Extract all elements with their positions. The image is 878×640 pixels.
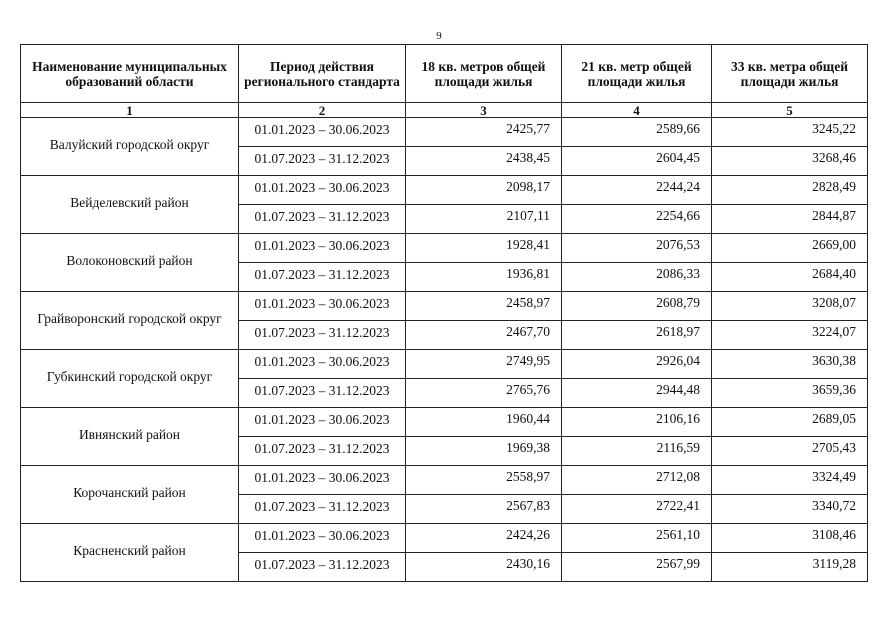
- period-cell: 01.07.2023 – 31.12.2023: [239, 495, 406, 524]
- value-18-sqm: 2558,97: [406, 466, 562, 495]
- period-cell: 01.01.2023 – 30.06.2023: [239, 524, 406, 553]
- value-18-sqm: 2567,83: [406, 495, 562, 524]
- value-21-sqm: 2244,24: [562, 176, 712, 205]
- value-21-sqm: 2561,10: [562, 524, 712, 553]
- period-cell: 01.07.2023 – 31.12.2023: [239, 437, 406, 466]
- value-18-sqm: 1936,81: [406, 263, 562, 292]
- page-number: 9: [436, 30, 442, 42]
- header-row: [21, 45, 868, 103]
- municipality-name: Ивнянский район: [21, 408, 239, 466]
- value-21-sqm: 2254,66: [562, 205, 712, 234]
- column-number: 1: [21, 103, 239, 118]
- value-18-sqm: 2430,16: [406, 553, 562, 582]
- period-cell: 01.07.2023 – 31.12.2023: [239, 205, 406, 234]
- value-18-sqm: 1969,38: [406, 437, 562, 466]
- period-cell: 01.07.2023 – 31.12.2023: [239, 147, 406, 176]
- value-18-sqm: 2098,17: [406, 176, 562, 205]
- value-18-sqm: 2467,70: [406, 321, 562, 350]
- value-21-sqm: 2608,79: [562, 292, 712, 321]
- value-18-sqm: 1928,41: [406, 234, 562, 263]
- column-header: 21 кв. метр общей площади жилья: [562, 45, 712, 103]
- value-21-sqm: 2567,99: [562, 553, 712, 582]
- municipality-name: Валуйский городской округ: [21, 118, 239, 176]
- period-cell: 01.07.2023 – 31.12.2023: [239, 321, 406, 350]
- period-cell: 01.01.2023 – 30.06.2023: [239, 292, 406, 321]
- column-number: 4: [562, 103, 712, 118]
- municipality-name: Губкинский городской округ: [21, 350, 239, 408]
- period-cell: 01.01.2023 – 30.06.2023: [239, 466, 406, 495]
- municipality-name: Вейделевский район: [21, 176, 239, 234]
- column-header: Наименование муниципальных образований области: [21, 45, 239, 103]
- value-33-sqm: 3659,36: [712, 379, 868, 408]
- period-cell: 01.01.2023 – 30.06.2023: [239, 234, 406, 263]
- value-33-sqm: 3208,07: [712, 292, 868, 321]
- value-18-sqm: 2425,77: [406, 118, 562, 147]
- municipality-name: Волоконовский район: [21, 234, 239, 292]
- value-33-sqm: 2684,40: [712, 263, 868, 292]
- table-row: [21, 524, 868, 553]
- value-18-sqm: 2749,95: [406, 350, 562, 379]
- value-33-sqm: 3108,46: [712, 524, 868, 553]
- value-18-sqm: 1960,44: [406, 408, 562, 437]
- value-21-sqm: 2722,41: [562, 495, 712, 524]
- value-33-sqm: 2705,43: [712, 437, 868, 466]
- value-33-sqm: 2828,49: [712, 176, 868, 205]
- period-cell: 01.01.2023 – 30.06.2023: [239, 350, 406, 379]
- column-number: 2: [239, 103, 406, 118]
- value-21-sqm: 2589,66: [562, 118, 712, 147]
- housing-standard-table: [20, 44, 868, 582]
- table-row: [21, 408, 868, 437]
- value-33-sqm: 2669,00: [712, 234, 868, 263]
- value-18-sqm: 2765,76: [406, 379, 562, 408]
- table-row: [21, 118, 868, 147]
- value-21-sqm: 2926,04: [562, 350, 712, 379]
- table-row: [21, 176, 868, 205]
- table-row: [21, 350, 868, 379]
- column-number-row: [21, 103, 868, 118]
- value-18-sqm: 2438,45: [406, 147, 562, 176]
- column-number: 5: [712, 103, 868, 118]
- value-33-sqm: 3630,38: [712, 350, 868, 379]
- value-21-sqm: 2712,08: [562, 466, 712, 495]
- period-cell: 01.01.2023 – 30.06.2023: [239, 176, 406, 205]
- value-21-sqm: 2944,48: [562, 379, 712, 408]
- value-18-sqm: 2424,26: [406, 524, 562, 553]
- value-21-sqm: 2106,16: [562, 408, 712, 437]
- value-33-sqm: 2844,87: [712, 205, 868, 234]
- value-21-sqm: 2618,97: [562, 321, 712, 350]
- value-21-sqm: 2086,33: [562, 263, 712, 292]
- value-21-sqm: 2116,59: [562, 437, 712, 466]
- period-cell: 01.01.2023 – 30.06.2023: [239, 408, 406, 437]
- period-cell: 01.07.2023 – 31.12.2023: [239, 553, 406, 582]
- table-row: [21, 466, 868, 495]
- period-cell: 01.07.2023 – 31.12.2023: [239, 263, 406, 292]
- value-21-sqm: 2604,45: [562, 147, 712, 176]
- value-18-sqm: 2458,97: [406, 292, 562, 321]
- column-header: 33 кв. метра общей площади жилья: [712, 45, 868, 103]
- value-33-sqm: 3224,07: [712, 321, 868, 350]
- table-row: [21, 292, 868, 321]
- value-33-sqm: 2689,05: [712, 408, 868, 437]
- column-header: 18 кв. метров общей площади жилья: [406, 45, 562, 103]
- municipality-name: Корочанский район: [21, 466, 239, 524]
- value-21-sqm: 2076,53: [562, 234, 712, 263]
- value-33-sqm: 3119,28: [712, 553, 868, 582]
- column-number: 3: [406, 103, 562, 118]
- period-cell: 01.01.2023 – 30.06.2023: [239, 118, 406, 147]
- column-header: Период действия регионального стандарта: [239, 45, 406, 103]
- value-18-sqm: 2107,11: [406, 205, 562, 234]
- table-row: [21, 234, 868, 263]
- value-33-sqm: 3268,46: [712, 147, 868, 176]
- value-33-sqm: 3245,22: [712, 118, 868, 147]
- value-33-sqm: 3324,49: [712, 466, 868, 495]
- value-33-sqm: 3340,72: [712, 495, 868, 524]
- municipality-name: Красненский район: [21, 524, 239, 582]
- period-cell: 01.07.2023 – 31.12.2023: [239, 379, 406, 408]
- municipality-name: Грайворонский городской округ: [21, 292, 239, 350]
